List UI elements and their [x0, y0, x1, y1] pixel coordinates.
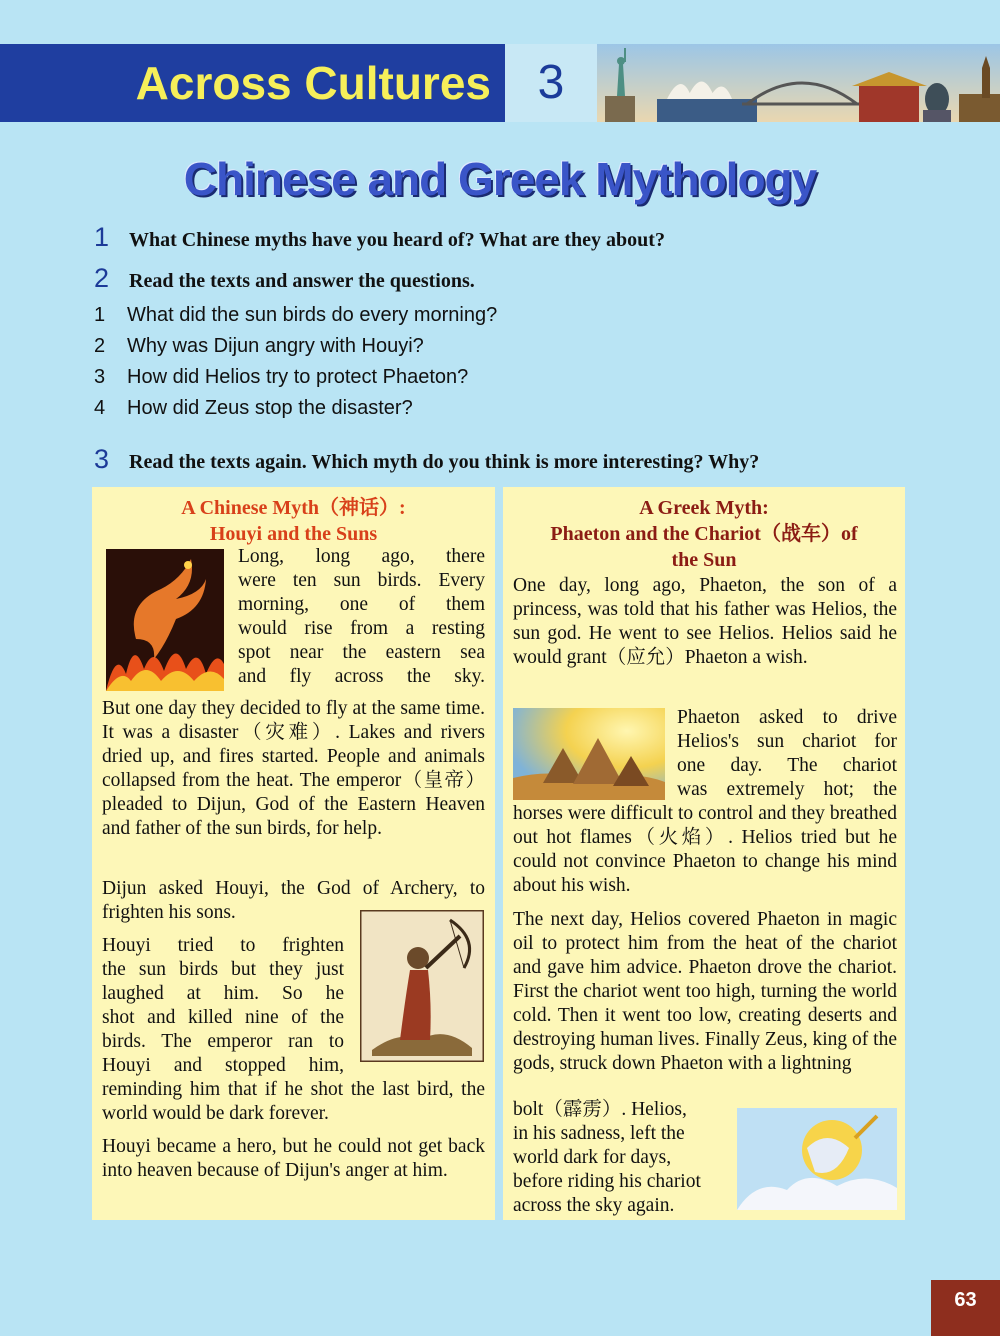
- phoenix-fire-illustration: [106, 549, 224, 691]
- text-line: Long, long ago, there: [238, 546, 485, 567]
- text-line: spot near the eastern sea: [238, 642, 485, 663]
- greek-myth-title-line2: the Sun: [671, 549, 737, 571]
- text-line: Phaeton asked to drive: [677, 707, 897, 728]
- text-line: world dark for days,: [513, 1147, 672, 1168]
- text-line: shot and killed nine of the: [102, 1007, 344, 1028]
- chinese-p3: Dijun asked Houyi, the God of Archery, to frighten his sons.: [102, 878, 485, 923]
- question-2: [94, 263, 475, 294]
- text-line: one day. The chariot: [677, 755, 897, 776]
- question-text: Read the texts and answer the questions.: [129, 270, 475, 292]
- question-3: [94, 444, 759, 475]
- unit-banner: [0, 44, 1000, 122]
- page-title: Chinese and Greek Mythology: [183, 153, 817, 205]
- chinese-p1: [238, 545, 485, 689]
- sub-question-2: [94, 335, 424, 358]
- sub-question-number: 4: [94, 397, 106, 419]
- text-line: across the sky again.: [513, 1195, 675, 1216]
- greek-p1: One day, long ago, Phaeton, the son of a princess, was told that his father was Helios, the sun god. He went to see Helios. Helios said he would grant（应允）Phaeton a wish.: [513, 575, 897, 668]
- text-line: bolt（霹雳）. Helios,: [513, 1099, 687, 1120]
- houyi-archer-illustration: [360, 910, 484, 1062]
- sub-question-1: [94, 304, 497, 327]
- landmark-photo-strip: [597, 44, 1000, 122]
- chinese-myth-panel: [92, 487, 495, 1220]
- text-line: were ten sun birds. Every: [238, 570, 485, 591]
- text-line: was extremely hot; the: [677, 779, 897, 800]
- helios-chariot-illustration: [737, 1108, 897, 1210]
- text-line: morning, one of them: [238, 594, 485, 615]
- sub-question-text: What did the sun birds do every morning?: [127, 304, 498, 326]
- text-line: in his sadness, left the: [513, 1123, 685, 1144]
- question-number: 1: [94, 222, 110, 252]
- sub-question-text: How did Zeus stop the disaster?: [127, 397, 413, 419]
- chinese-p4: [102, 934, 344, 1078]
- chinese-p2: But one day they decided to fly at the same time. It was a disaster（灾难）. Lakes and rivers dried up, and fires started. People and animals collapsed from the heat. The emperor（皇帝）pleaded to Dijun, God of the Eastern Heaven and father of the sun birds, for help.: [102, 698, 485, 839]
- sub-question-4: [94, 397, 413, 420]
- text-line: Houyi and stopped him,: [102, 1055, 344, 1076]
- chinese-myth-title: Houyi and the Suns: [209, 523, 378, 545]
- sub-question-text: Why was Dijun angry with Houyi?: [127, 335, 424, 357]
- sub-question-text: How did Helios try to protect Phaeton?: [127, 366, 469, 388]
- chinese-myth-heading: A Chinese Myth（神话）:: [181, 497, 406, 519]
- sub-question-number: 1: [94, 304, 106, 326]
- text-line: the sun birds but they just: [102, 959, 344, 980]
- text-line: would rise from a resting: [238, 618, 485, 639]
- text-line: Helios's sun chariot for: [677, 731, 897, 752]
- greek-p3-end: [513, 1098, 731, 1218]
- sub-question-number: 3: [94, 366, 106, 388]
- greek-p2-rest: horses were difficult to control and they breathed out hot flames（火焰）. Helios tried but he could not convince Phaeton to change his mind about his wish.: [513, 803, 897, 896]
- question-number: 3: [94, 444, 110, 474]
- question-1: [94, 222, 665, 253]
- question-number: 2: [94, 263, 110, 293]
- banner-number: 3: [505, 44, 597, 122]
- text-line: and fly across the sky.: [238, 666, 485, 687]
- desert-pyramids-illustration: [513, 708, 665, 800]
- greek-myth-title: Phaeton and the Chariot（战车）of: [550, 523, 858, 545]
- sub-question-3: [94, 366, 468, 389]
- page-number: 63: [931, 1280, 1000, 1336]
- text-line: birds. The emperor ran to: [102, 1031, 344, 1052]
- chinese-p5: Houyi became a hero, but he could not get back into heaven because of Dijun's anger at him.: [102, 1136, 485, 1181]
- greek-myth-panel: [503, 487, 905, 1220]
- sub-question-number: 2: [94, 335, 106, 357]
- text-line: laughed at him. So he: [102, 983, 344, 1004]
- question-text: Read the texts again. Which myth do you think is more interesting? Why?: [129, 451, 760, 473]
- chinese-p4-rest: reminding him that if he shot the last bird, the world would be dark forever.: [102, 1079, 485, 1124]
- text-line: Houyi tried to frighten: [102, 935, 344, 956]
- text-line: before riding his chariot: [513, 1171, 701, 1192]
- question-text: What Chinese myths have you heard of? What are they about?: [129, 229, 665, 251]
- greek-p3: The next day, Helios covered Phaeton in magic oil to protect him from the heat of the chariot and gave him advice. Phaeton drove the chariot. First the chariot went too high, turning the world cold. Then it went too low, creating deserts and destroying human lives. Finally Zeus, king of the gods, struck down Phaeton with a lightning: [513, 909, 897, 1074]
- greek-myth-heading: A Greek Myth:: [639, 497, 769, 519]
- banner-title: Across Cultures: [0, 44, 505, 122]
- greek-p2: [677, 706, 897, 802]
